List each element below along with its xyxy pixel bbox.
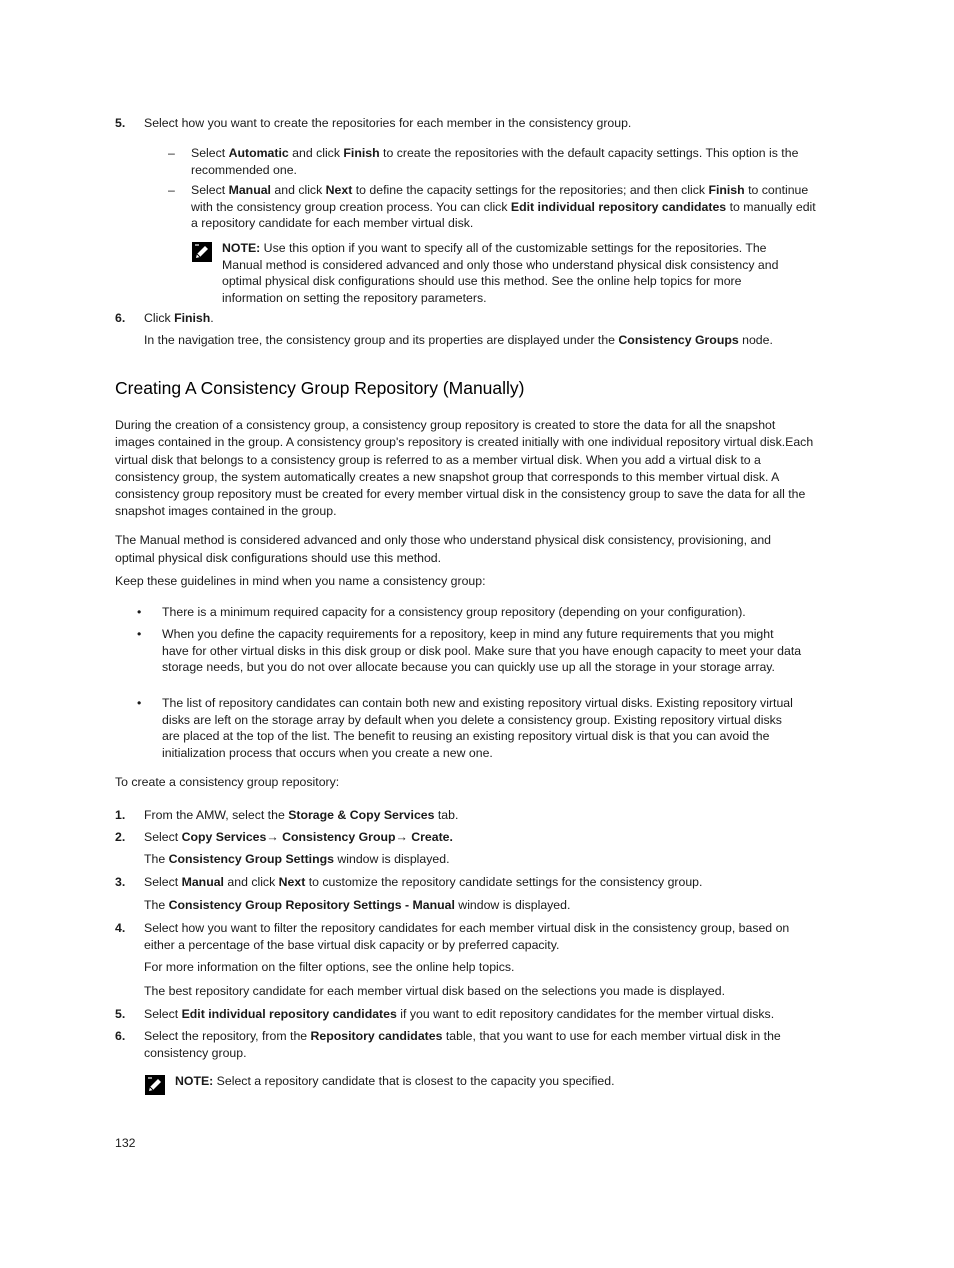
step-text: Click Finish.: [144, 311, 214, 325]
option-manual: Select Manual and click Next to define the capacity settings for the repositories; and then click Finish to continue with the consistency group creation process. You can click Edit individual repository candidates to manually edit a repository candidate for each member virtual disk.: [191, 183, 816, 230]
step-text: Select how you want to create the repositories for each member in the consistency group.: [144, 116, 632, 130]
procedure-intro: To create a consistency group repository:: [115, 775, 340, 789]
step-number: 6.: [115, 1029, 126, 1043]
page-number: 132: [115, 1136, 136, 1150]
step-result: The Consistency Group Repository Settings - Manual window is displayed.: [144, 898, 571, 912]
step-number: 4.: [115, 921, 126, 935]
step-text: Select Copy Services→ Consistency Group→ Create.: [144, 830, 453, 844]
section-heading: Creating A Consistency Group Repository (Manually): [115, 378, 525, 398]
intro-paragraph: During the creation of a consistency group, a consistency group repository is created to store the data for all the snapshot images contained in the group. A consistency group's repository is created initially with one individual repository virtual disk.Each virtual disk that belongs to a consistency group is referred to as a member virtual disk. When you add a virtual disk to a consistency group, the system automatically creates a new snapshot group that corresponds to this member virtual disk. A consistency group repository must be created for every member virtual disk in the consistency group to save the data for all the snapshot images contained in the group.: [115, 418, 814, 519]
dash-marker: –: [168, 183, 175, 197]
note-text: NOTE: Select a repository candidate that is closest to the capacity you specified.: [175, 1074, 615, 1088]
step-number: 1.: [115, 808, 126, 822]
bullet-item: There is a minimum required capacity for a consistency group repository (depending on your configuration).: [162, 605, 746, 619]
guidelines-intro: Keep these guidelines in mind when you name a consistency group:: [115, 574, 486, 588]
step-result: The Consistency Group Settings window is displayed.: [144, 852, 450, 866]
step-number: 2.: [115, 830, 126, 844]
step-number: 3.: [115, 875, 126, 889]
dash-marker: –: [168, 146, 175, 160]
note-text: NOTE: Use this option if you want to specify all of the customizable settings for the repositories. The Manual method is considered advanced and only those who understand physical disk consistency and optimal physical disk configurations should use this method. See the online help topics for more information on setting the repository parameters.: [222, 241, 779, 305]
manual-method-paragraph: The Manual method is considered advanced and only those who understand physical disk consistency, provisioning, and optimal physical disk configurations should use this method.: [115, 533, 771, 565]
note-pencil-icon: [192, 242, 212, 262]
step-text: Select how you want to filter the repository candidates for each member virtual disk in the consistency group, based on either a percentage of the base virtual disk capacity or by preferred capacity.: [144, 921, 790, 952]
bullet-marker: •: [137, 696, 142, 710]
step-result: In the navigation tree, the consistency group and its properties are displayed under the Consistency Groups node.: [144, 333, 773, 347]
step-number: 6.: [115, 311, 126, 325]
step-number: 5.: [115, 1007, 126, 1021]
step-result: The best repository candidate for each member virtual disk based on the selections you made is displayed.: [144, 984, 725, 998]
note-pencil-icon: [145, 1075, 165, 1095]
step-text: Select Manual and click Next to customize the repository candidate settings for the consistency group.: [144, 875, 703, 889]
step-text: From the AMW, select the Storage & Copy Services tab.: [144, 808, 459, 822]
option-automatic: Select Automatic and click Finish to create the repositories with the default capacity settings. This option is the recommended one.: [191, 146, 799, 177]
step-text: Select the repository, from the Repository candidates table, that you want to use for each member virtual disk in the consistency group.: [144, 1029, 781, 1060]
bullet-marker: •: [137, 605, 142, 619]
step-number: 5.: [115, 116, 126, 130]
step-info: For more information on the filter options, see the online help topics.: [144, 960, 515, 974]
bullet-item: The list of repository candidates can contain both new and existing repository virtual disks. Existing repository virtual disks are left on the storage array by default when you delete a consistency group. Existing repository virtual disks are placed at the top of the list. The benefit to reusing an existing repository virtual disk is that you can avoid the initialization process that occurs when you create a new one.: [162, 696, 793, 760]
bullet-marker: •: [137, 627, 142, 641]
step-text: Select Edit individual repository candidates if you want to edit repository candidates for the member virtual disks.: [144, 1007, 775, 1021]
bullet-item: When you define the capacity requirements for a repository, keep in mind any future requirements that you might have for other virtual disks in this disk group or disk pool. Make sure that you have enough capacity to meet your data storage needs, but you do not over allocate because you can quickly use up all the storage in your storage array.: [162, 627, 802, 674]
